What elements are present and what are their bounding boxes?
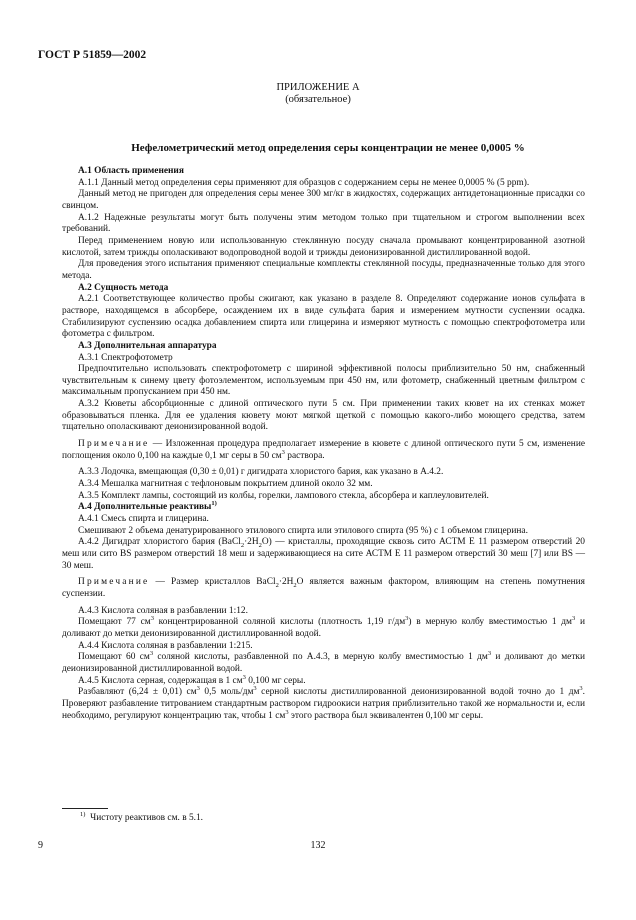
section-heading: А.3 Дополнительная аппаратура bbox=[78, 340, 217, 351]
paragraph: Для проведения этого испытания применяют специальные комплекты стеклянной посуды, предназначенные только для этого метода. bbox=[62, 259, 585, 281]
note-label: Примечание bbox=[78, 439, 150, 450]
note-paragraph: Примечание — Изложенная процедура предполагает измерение в кювете с длиной оптического пути 5 см, изменение поглощения около 0,100 на каждые 0,1 мг серы в 50 $см^3$ раствора. bbox=[62, 439, 585, 461]
paragraph: А.1.1 Данный метод определения серы применяют для образцов с содержанием серы не менее 0,0005 % (5 ppm). bbox=[78, 177, 530, 188]
paragraph: Данный метод не пригоден для определения серы менее 300 мг/кг в жидкостях, содержащих антидетонационные присадки со свинцом. bbox=[62, 189, 585, 211]
paragraph: А.3.3 Лодочка, вмещающая (0,30 ± 0,01) г дигидрата хлористого бария, как указано в А.4.2. bbox=[78, 467, 444, 478]
document-title: Нефелометрический метод определения серы концентрации не менее 0,0005 % bbox=[131, 142, 525, 154]
footnote-divider bbox=[62, 808, 108, 809]
section-heading: А.2 Сущность метода bbox=[78, 282, 169, 293]
paragraph: А.3.2 Кюветы абсорбционные с длиной оптического пути 5 см. При применении таких кювет на их стенках может образовываться пленка. Для ее удаления кювету моют мягкой щеткой с помощью какого-либо моющего средства, затем тщательно ополаскивают деионизированной водой. bbox=[62, 399, 585, 433]
document-body bbox=[62, 166, 585, 722]
section-heading: А.4 Дополнительные реактивы$^{1)}$ bbox=[78, 500, 217, 513]
paragraph: Помещают 77 $см^3$ концентрированной соляной кислоты (плотность 1,19 $г/дм^3$) в мерную колбу вместимостью 1 $дм^3$ и доливают до метки деионизированной дистиллированной водой. bbox=[62, 615, 585, 639]
document-code: ГОСТ Р 51859—2002 bbox=[38, 49, 147, 61]
footnote-ref: 1) bbox=[211, 500, 217, 508]
paragraph: А.3.5 Комплект лампы, состоящий из колбы, горелки, лампового стекла, абсорбера и каплеуловителей. bbox=[78, 490, 489, 501]
footnote-mark: 1) bbox=[80, 810, 86, 818]
appendix-title: ПРИЛОЖЕНИЕ А bbox=[276, 82, 360, 93]
paragraph: А.2.1 Соответствующее количество пробы сжигают, как указано в разделе 8. Определяют содержание ионов сульфата в растворе, находящемся в абсорбере, осаждением их в виде сульфата бария и измерением мутности суспензии осадка. Стабилизируют суспензию осадка добавлением спирта или глицерина и измеряют мутность с помощью спектрофотометра или фотометра с фильтром. bbox=[62, 294, 585, 340]
paragraph: Перед применением новую или использованную стеклянную посуду сначала промывают концентрированной азотной кислотой, затем трижды ополаскивают водопроводной водой и трижды деионизированной дистиллированной водой. bbox=[62, 235, 585, 258]
paragraph: А.3.1 Спектрофотометр bbox=[78, 352, 173, 363]
appendix-heading bbox=[0, 82, 636, 106]
paragraph: Помещают 60 $см^3$ соляной кислоты, разбавленной по А.4.3, в мерную колбу вместимостью 1 $дм^3$ и доливают до метки деионизированной дистиллированной водой. bbox=[62, 650, 585, 674]
paragraph: Предпочтительно использовать спектрофотометр с шириной эффективной полосы приблизительно 50 нм, снабженный чувствительным к синему цвету фотоэлементом, используемым при 450 нм, или фотометр, снабженный цветным фильтром с максимальным пропусканием при 450 нм. bbox=[62, 364, 585, 398]
paragraph: А.3.4 Мешалка магнитная с тефлоновым покрытием длиной около 32 мм. bbox=[78, 479, 373, 490]
paragraph: Разбавляют (6,24 ± 0,01) $см^3$ 0,5 моль/$дм^3$ серной кислоты дистиллированной деионизированной водой точно до 1 $дм^3$. Проверяют разбавление титрованием стандартным раствором гидроокиси натрия приблизительно такой же нормальности и, если необходимо, регулируют концентрацию так, чтобы 1 $см^3$ этого раствора был эквивалентен 0,100 мг серы. bbox=[62, 685, 586, 721]
note-label: Примечание bbox=[78, 577, 150, 588]
paragraph: А.4.2 Дигидрат хлористого бария $(BaCl_2\cdot 2H_2O)$ — кристаллы, проходящие сквозь сито АСТМ Е 11 размером отверстий 20 меш или сито BS размером отверстий 18 меш и задерживающиеся на сите АСТМ Е 11 размером отверстий 30 меш [7] или BS — 30 меш. bbox=[62, 537, 585, 571]
section-heading: А.1 Область применения bbox=[78, 166, 184, 176]
paragraph: А.1.2 Надежные результаты могут быть получены этим методом только при тщательном и строгом выполнении всех требований. bbox=[62, 212, 585, 235]
paragraph: А.4.3 Кислота соляная в разбавлении 1:12. bbox=[78, 605, 248, 616]
paragraph: А.4.5 Кислота серная, содержащая в 1 $см^3$ 0,100 мг серы. bbox=[78, 673, 306, 686]
paragraph: Смешивают 2 объема денатурированного этилового спирта или этилового спирта (95 %) с 1 объемом глицерина. bbox=[78, 525, 528, 536]
paragraph: А.4.1 Смесь спирта и глицерина. bbox=[78, 514, 209, 525]
note-paragraph: Примечание — Размер кристаллов $BaCl_2\cdot 2H_2O$ является важным фактором, влияющим на степень помутнения суспензии. bbox=[62, 577, 585, 599]
paragraph: А.4.4 Кислота соляная в разбавлении 1:215. bbox=[78, 640, 253, 651]
page-number-left: 9 bbox=[38, 840, 43, 851]
footnote-text: Чистоту реактивов см. в 5.1. bbox=[90, 813, 204, 823]
footnote bbox=[80, 810, 204, 823]
page-number: 132 bbox=[310, 840, 326, 851]
appendix-note: (обязательное) bbox=[285, 94, 351, 105]
